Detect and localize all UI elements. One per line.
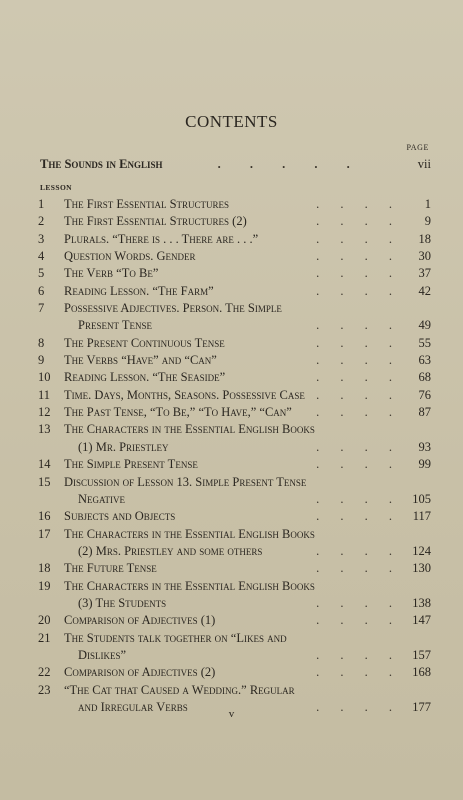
lesson-number: 22 bbox=[38, 665, 51, 680]
lesson-title: (1) Mr. Priestley bbox=[78, 439, 169, 454]
entry-line bbox=[64, 491, 431, 508]
lesson-column-header: LESSON bbox=[40, 183, 72, 192]
leader-dots: . . . . bbox=[316, 353, 401, 368]
lesson-number: 19 bbox=[38, 578, 51, 593]
leader-dots: . . . . bbox=[316, 214, 401, 229]
lesson-number: 21 bbox=[38, 630, 51, 645]
lesson-title: The First Essential Structures (2) bbox=[64, 214, 247, 229]
leader-dots: . . . . bbox=[316, 561, 401, 576]
lesson-number: 14 bbox=[38, 457, 51, 472]
entry-line bbox=[64, 647, 431, 664]
lesson-title: Subjects and Objects bbox=[64, 509, 176, 524]
page-ref: 124 bbox=[412, 543, 431, 558]
page-ref: 42 bbox=[418, 283, 431, 298]
lesson-title: The Present Continuous Tense bbox=[64, 335, 225, 350]
lesson-title: Comparison of Adjectives (2) bbox=[64, 665, 216, 680]
lesson-title: Time. Days, Months, Seasons. Possessive Case bbox=[64, 387, 305, 402]
entry-line bbox=[64, 265, 431, 282]
leader-dots: . . . . bbox=[316, 647, 401, 662]
contents-entry bbox=[38, 387, 431, 404]
page-ref: 9 bbox=[424, 214, 431, 229]
leader-dots: . . . . bbox=[316, 543, 401, 558]
contents-entry bbox=[38, 248, 431, 265]
contents-entry bbox=[38, 196, 431, 213]
lesson-number: 17 bbox=[38, 526, 51, 541]
leader-dots: . . . . bbox=[316, 491, 401, 506]
lesson-title: The Past Tense, “To Be,” “To Have,” “Can” bbox=[64, 405, 292, 420]
page-ref: 177 bbox=[412, 699, 431, 714]
lesson-title: Comparison of Adjectives (1) bbox=[64, 613, 216, 628]
page-ref: 117 bbox=[412, 509, 431, 524]
entry-line bbox=[64, 213, 431, 230]
contents-entry bbox=[38, 421, 431, 456]
leader-dots: . . . . bbox=[316, 370, 401, 385]
leader-dots: . . . . bbox=[316, 509, 401, 524]
leader-dots: . . . . bbox=[316, 231, 401, 246]
entry-line bbox=[64, 352, 431, 369]
entry-line bbox=[64, 300, 431, 317]
page-ref: 37 bbox=[418, 266, 431, 281]
contents-entry bbox=[38, 335, 431, 352]
sounds-entry bbox=[40, 157, 431, 172]
sounds-page: vii bbox=[417, 157, 431, 171]
entry-line bbox=[64, 231, 431, 248]
leader-dots: . . . . bbox=[316, 197, 401, 211]
leader-dots: . . . . bbox=[316, 457, 401, 472]
entry-line bbox=[64, 578, 431, 595]
page-ref: 30 bbox=[418, 249, 431, 264]
lesson-title: The Characters in the Essential English Books bbox=[64, 422, 315, 437]
entry-line bbox=[64, 630, 431, 647]
lesson-number: 10 bbox=[38, 370, 51, 385]
lesson-title: The Students talk together on “Likes and bbox=[64, 630, 287, 645]
page-ref: 99 bbox=[418, 457, 431, 472]
lesson-title: Reading Lesson. “The Seaside” bbox=[64, 370, 226, 385]
leader-dots: . . . . bbox=[316, 387, 401, 402]
leader-dots: . . . . bbox=[316, 405, 401, 420]
entry-line bbox=[64, 196, 431, 213]
lesson-number: 23 bbox=[38, 682, 51, 697]
entry-line bbox=[64, 317, 431, 334]
page-ref: 63 bbox=[418, 353, 431, 368]
leader-dots: . . . . . bbox=[217, 157, 363, 171]
entry-line bbox=[64, 595, 431, 612]
lesson-number: 18 bbox=[38, 561, 51, 576]
entry-line bbox=[64, 283, 431, 300]
page-ref: 105 bbox=[412, 491, 431, 506]
contents-entry bbox=[38, 560, 431, 577]
entry-line bbox=[64, 439, 431, 456]
page-ref: 147 bbox=[412, 613, 431, 628]
lesson-number: 12 bbox=[38, 405, 51, 420]
entry-line bbox=[64, 369, 431, 386]
lesson-number: 11 bbox=[38, 387, 51, 402]
contents-entry bbox=[38, 508, 431, 525]
lesson-number: 7 bbox=[38, 301, 45, 316]
lesson-number: 16 bbox=[38, 509, 51, 524]
contents-entry bbox=[38, 283, 431, 300]
lesson-title: Negative bbox=[78, 491, 126, 506]
leader-dots: . . . . bbox=[316, 249, 401, 264]
page-number: v bbox=[228, 708, 235, 720]
page-ref: 68 bbox=[418, 370, 431, 385]
lesson-number: 3 bbox=[38, 231, 45, 246]
lesson-title: (2) Mrs. Priestley and some others bbox=[78, 543, 263, 558]
contents-entry bbox=[38, 231, 431, 248]
lesson-number: 9 bbox=[38, 353, 45, 368]
page-ref: 87 bbox=[418, 405, 431, 420]
lesson-number: 5 bbox=[38, 266, 45, 281]
lesson-title: Question Words. Gender bbox=[64, 249, 196, 264]
page-title: CONTENTS bbox=[185, 112, 278, 131]
lesson-title: Present Tense bbox=[78, 318, 152, 333]
contents-entry bbox=[38, 664, 431, 681]
lesson-title: Plurals. “There is . . . There are . . .” bbox=[64, 231, 259, 246]
entry-line bbox=[64, 335, 431, 352]
leader-dots: . . . . bbox=[316, 665, 401, 680]
contents-entry bbox=[38, 612, 431, 629]
leader-dots: . . . . bbox=[316, 318, 401, 333]
page-ref: 93 bbox=[418, 439, 431, 454]
entry-line bbox=[64, 248, 431, 265]
contents-entry bbox=[38, 213, 431, 230]
entry-line bbox=[64, 404, 431, 421]
page-ref: 18 bbox=[418, 231, 431, 246]
entry-line bbox=[64, 664, 431, 681]
leader-dots: . . . . bbox=[316, 613, 401, 628]
lesson-number: 15 bbox=[38, 474, 51, 489]
contents-entry bbox=[38, 300, 431, 335]
page-ref: 76 bbox=[418, 387, 431, 402]
lesson-title: Possessive Adjectives. Person. The Simple bbox=[64, 301, 282, 316]
entry-line bbox=[64, 474, 431, 491]
leader-dots: . . . . bbox=[316, 595, 401, 610]
lesson-title: Reading Lesson. “The Farm” bbox=[64, 283, 214, 298]
lesson-number: 2 bbox=[38, 214, 45, 229]
entry-line bbox=[64, 508, 431, 525]
contents-entry bbox=[38, 630, 431, 665]
page-ref: 138 bbox=[412, 595, 431, 610]
lesson-title: The Characters in the Essential English Books bbox=[64, 578, 315, 593]
entry-line bbox=[64, 612, 431, 629]
entry-line bbox=[64, 456, 431, 473]
entry-line bbox=[64, 682, 431, 699]
lesson-number: 1 bbox=[38, 197, 45, 211]
lesson-title: (3) The Students bbox=[78, 595, 167, 610]
page-ref: 1 bbox=[424, 197, 431, 211]
leader-dots: . . . . bbox=[316, 699, 401, 714]
sounds-label: The Sounds in English bbox=[40, 157, 163, 171]
contents-list bbox=[38, 196, 431, 716]
lesson-title: The Future Tense bbox=[64, 561, 157, 576]
lesson-number: 20 bbox=[38, 613, 51, 628]
contents-entry bbox=[38, 474, 431, 509]
leader-dots: . . . . bbox=[316, 439, 401, 454]
lesson-title: The Verbs “Have” and “Can” bbox=[64, 353, 217, 368]
page-column-header: PAGE bbox=[406, 143, 429, 152]
page-ref: 157 bbox=[412, 647, 431, 662]
contents-entry bbox=[38, 526, 431, 561]
page-ref: 55 bbox=[418, 335, 431, 350]
entry-line bbox=[64, 543, 431, 560]
page-ref: 168 bbox=[412, 665, 431, 680]
lesson-title: The First Essential Structures bbox=[64, 197, 230, 211]
contents-entry bbox=[38, 369, 431, 386]
lesson-title: The Characters in the Essential English Books bbox=[64, 526, 315, 541]
lesson-title: The Verb “To Be” bbox=[64, 266, 159, 281]
page-ref: 49 bbox=[418, 318, 431, 333]
contents-entry bbox=[38, 404, 431, 421]
leader-dots: . . . . bbox=[316, 335, 401, 350]
lesson-number: 13 bbox=[38, 422, 51, 437]
page-ref: 130 bbox=[412, 561, 431, 576]
lesson-title: “The Cat that Caused a Wedding.” Regular bbox=[64, 682, 295, 697]
contents-entry bbox=[38, 265, 431, 282]
contents-entry bbox=[38, 456, 431, 473]
contents-entry bbox=[38, 352, 431, 369]
leader-dots: . . . . bbox=[316, 283, 401, 298]
lesson-number: 4 bbox=[38, 249, 45, 264]
lesson-title: Dislikes” bbox=[78, 647, 127, 662]
lesson-title: The Simple Present Tense bbox=[64, 457, 198, 472]
lesson-number: 8 bbox=[38, 335, 45, 350]
entry-line bbox=[64, 421, 431, 438]
entry-line bbox=[64, 526, 431, 543]
lesson-title: Discussion of Lesson 13. Simple Present Tense bbox=[64, 474, 307, 489]
contents-entry bbox=[38, 578, 431, 613]
leader-dots: . . . . bbox=[316, 266, 401, 281]
lesson-number: 6 bbox=[38, 283, 45, 298]
entry-line bbox=[64, 560, 431, 577]
entry-line bbox=[64, 387, 431, 404]
lesson-title: and Irregular Verbs bbox=[78, 699, 188, 714]
